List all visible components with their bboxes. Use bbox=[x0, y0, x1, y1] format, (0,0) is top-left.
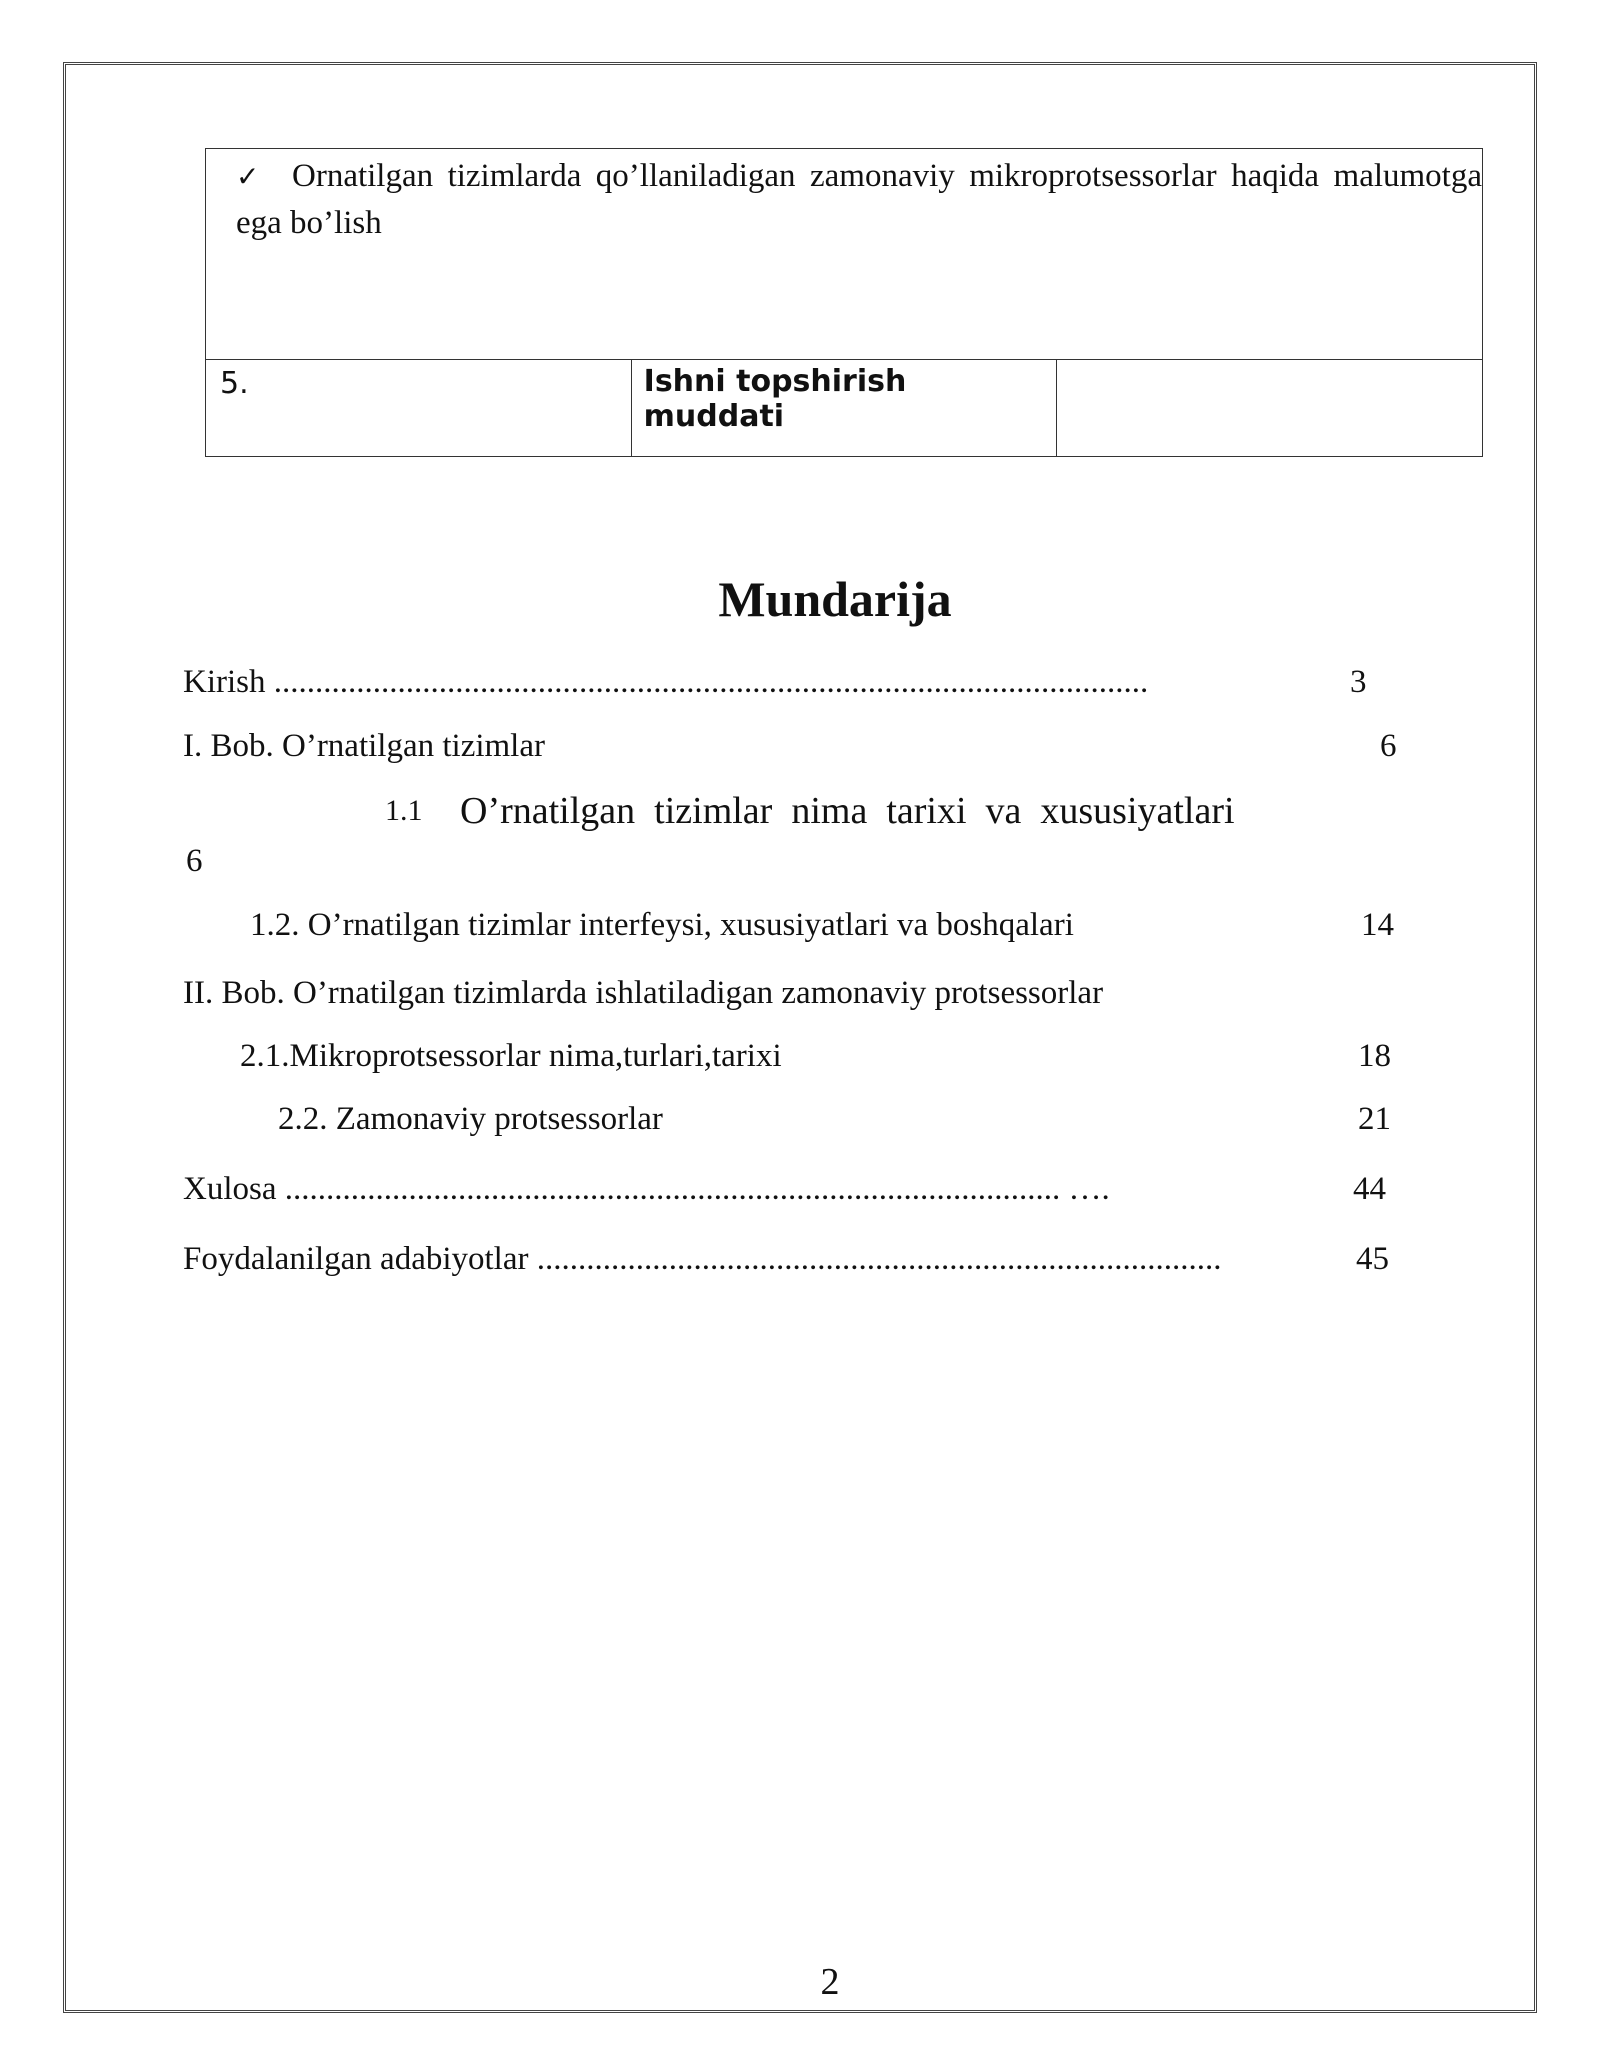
toc-entry-label: Foydalanilgan adabiyotlar bbox=[183, 1241, 537, 1277]
toc-entry-section-2-2: 2.2. Zamonaviy protsessorlar bbox=[278, 1101, 663, 1137]
goal-item bbox=[236, 153, 1482, 246]
toc-entry-section-1-2: 1.2. O’rnatilgan tizimlar interfeysi, xususiyatlari va boshqalari bbox=[250, 907, 1074, 943]
toc-page-number: 18 bbox=[1358, 1038, 1391, 1074]
row-label: Ishni topshirish muddati bbox=[631, 360, 1057, 457]
toc-page-number: 14 bbox=[1361, 907, 1394, 943]
toc-entry-references bbox=[183, 1241, 1358, 1278]
checkmark-icon: ✓ bbox=[236, 160, 260, 193]
page-number: 2 bbox=[820, 1961, 840, 2003]
toc-entry-chapter-1: I. Bob. O’rnatilgan tizimlar bbox=[183, 728, 545, 764]
toc-leader-dots: .......................................................................................................... bbox=[273, 664, 1149, 700]
toc-page-number: 6 bbox=[1380, 728, 1397, 764]
toc-page-number: 3 bbox=[1350, 664, 1367, 700]
toc-entry-section-2-1: 2.1.Mikroprotsessorlar nima,turlari,tarixi bbox=[240, 1038, 782, 1074]
toc-entry-intro bbox=[183, 664, 1373, 701]
toc-entry-conclusion bbox=[183, 1171, 1353, 1208]
toc-page-number: 21 bbox=[1358, 1101, 1391, 1137]
toc-title: Mundarija bbox=[718, 571, 952, 627]
toc-page-number: 6 bbox=[186, 843, 203, 879]
toc-entry-label: Kirish bbox=[183, 664, 274, 700]
toc-entry-chapter-2: II. Bob. O’rnatilgan tizimlarda ishlatiladigan zamonaviy protsessorlar bbox=[183, 975, 1104, 1011]
goal-text: Ornatilgan tizimlarda qo’llaniladigan zamonaviy mikroprotsessorlar haqida malumotga ega bo’lish bbox=[236, 158, 1482, 241]
toc-page-number: 45 bbox=[1356, 1241, 1389, 1277]
toc-leader-dots: .............................................................................................. …. bbox=[284, 1171, 1110, 1207]
toc-entry-section-number: 1.1 bbox=[385, 794, 423, 827]
toc-entry-section-1-1: O’rnatilgan tizimlar nima tarixi va xususiyatlari bbox=[460, 790, 1235, 832]
goal-cell bbox=[206, 149, 1483, 360]
row-number: 5. bbox=[206, 360, 632, 457]
table-row bbox=[206, 360, 1483, 457]
toc-entry-label: Xulosa bbox=[183, 1171, 285, 1207]
toc-page-number: 44 bbox=[1353, 1171, 1386, 1207]
row-value bbox=[1057, 360, 1483, 457]
task-table bbox=[205, 148, 1483, 457]
toc-leader-dots: ................................................................................... bbox=[536, 1241, 1222, 1277]
